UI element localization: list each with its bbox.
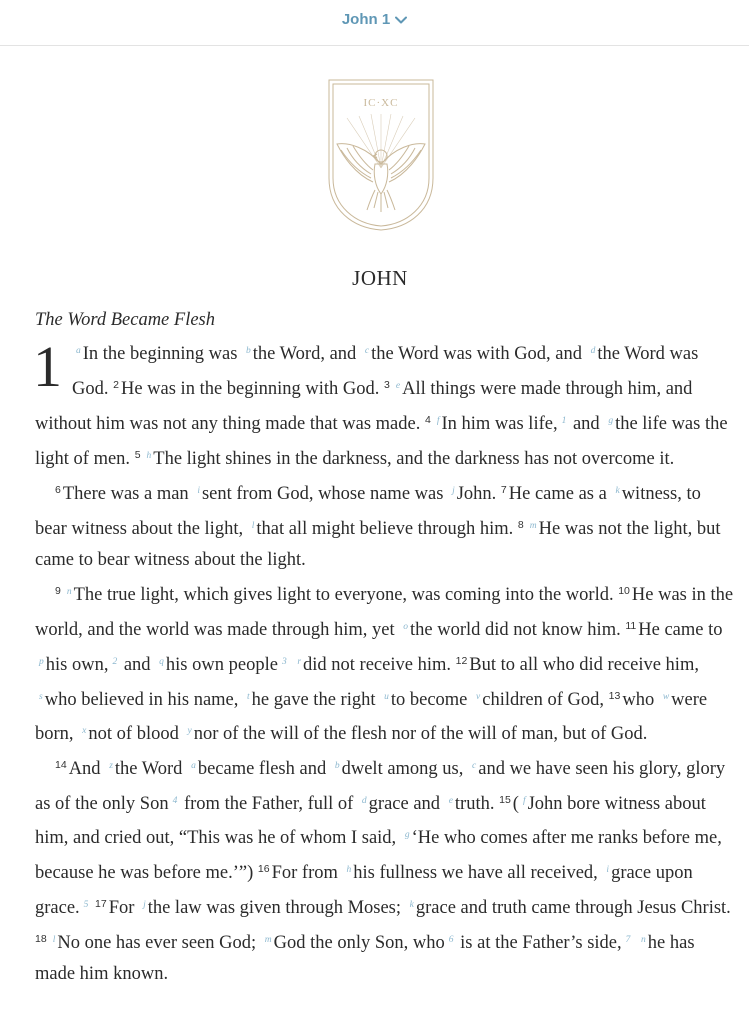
verse-text: the law was given through Moses; [147, 898, 402, 918]
cross-reference[interactable]: i [197, 486, 200, 496]
verse-text: the world did not know him. [410, 620, 621, 640]
verse-text: from the Father, full of [183, 794, 354, 814]
cross-reference[interactable]: d [361, 796, 367, 806]
verse-text: children of God, [482, 690, 605, 710]
verse-text: and [123, 655, 151, 675]
cross-reference[interactable]: r [297, 657, 302, 667]
verse-text: and we have seen his glory, glory as of the only Son [35, 759, 726, 814]
verse-text: sent from God, whose name was [201, 484, 444, 504]
top-bar [0, 0, 749, 46]
verse-text: not of blood [88, 724, 179, 744]
cross-reference[interactable]: s [39, 692, 43, 702]
verse-text: In the beginning was [82, 344, 238, 364]
cross-reference[interactable]: m [264, 935, 272, 945]
verse-number: 11 [625, 620, 637, 632]
footnote[interactable]: 2 [112, 657, 118, 667]
paragraph [35, 475, 735, 576]
verse-text: He came as a [508, 484, 607, 504]
cross-reference[interactable]: n [641, 935, 646, 945]
cross-reference[interactable]: l [52, 935, 56, 945]
cross-reference[interactable]: p [39, 657, 44, 667]
verse-text: There was a man [62, 484, 189, 504]
cross-reference[interactable]: h [146, 451, 152, 461]
paragraph [35, 576, 735, 750]
verse-number: 3 [384, 379, 390, 391]
footnote[interactable]: 3 [281, 657, 287, 667]
verse-text: his own, [45, 655, 109, 675]
verse-text: But to all who did receive him, [469, 655, 699, 675]
cross-reference[interactable]: k [615, 486, 620, 496]
verse-text: grace and [368, 794, 441, 814]
verse-text: that all might believe through him. [256, 519, 514, 539]
verse-text: The light shines in the darkness, and the darkness has not overcome it. [153, 449, 675, 469]
verse-text: And [68, 759, 101, 779]
verse-text: the Word, and [252, 344, 357, 364]
verse-text: the Word was God. [72, 344, 699, 399]
eagle-emblem-icon [327, 78, 435, 232]
cross-reference[interactable]: e [448, 796, 453, 806]
cross-reference[interactable]: a [76, 346, 81, 356]
verse-text: nor of the will of the flesh nor of the will of man, but of God. [193, 724, 648, 744]
cross-reference[interactable]: f [436, 416, 440, 426]
chapter-text [35, 336, 735, 990]
verse-text: grace upon grace. [35, 863, 693, 918]
cross-reference[interactable]: b [246, 346, 251, 356]
verse-number: 9 [55, 585, 61, 597]
verse-text: he has made him known. [35, 933, 695, 984]
cross-reference[interactable]: x [82, 726, 87, 736]
paragraph [35, 336, 735, 475]
verse-text: God the only Son, who [273, 933, 445, 953]
verse-text: his fullness we have all received, [353, 863, 598, 883]
cross-reference[interactable]: m [529, 521, 537, 531]
book-title: JOHN [352, 266, 408, 290]
cross-reference[interactable]: z [109, 761, 113, 771]
chapter-selector-button[interactable] [342, 11, 407, 28]
cross-reference[interactable]: g [608, 416, 614, 426]
verse-number: 7 [500, 484, 507, 496]
verse-number: 10 [618, 585, 630, 597]
cross-reference[interactable]: k [409, 900, 414, 910]
verse-number: 17 [95, 898, 107, 910]
cross-reference[interactable]: g [404, 830, 410, 840]
verse-text: ( [512, 794, 519, 814]
cross-reference[interactable]: v [476, 692, 481, 702]
cross-reference[interactable]: a [191, 761, 196, 771]
emblem-monogram: IC·XC [363, 97, 399, 109]
footnote[interactable]: 5 [83, 900, 89, 910]
cross-reference[interactable]: y [187, 726, 192, 736]
verse-text: became flesh and [197, 759, 327, 779]
verse-number: 5 [134, 449, 141, 461]
verse-number: 14 [55, 759, 67, 771]
verse-number: 4 [424, 414, 431, 426]
verse-text: For from [271, 863, 338, 883]
verse-number: 18 [35, 933, 47, 945]
verse-number: 12 [455, 655, 468, 667]
verse-text: dwelt among us, [341, 759, 464, 779]
cross-reference[interactable]: q [159, 657, 164, 667]
cross-reference[interactable]: h [346, 865, 352, 875]
cross-reference[interactable]: i [606, 865, 610, 875]
verse-text: truth. [454, 794, 495, 814]
cross-reference[interactable]: t [247, 692, 250, 702]
verse-number: 13 [608, 690, 621, 702]
verse-number: 8 [517, 519, 524, 531]
chapter-label: John 1 [341, 11, 391, 28]
verse-text: No one has ever seen God; [57, 933, 257, 953]
cross-reference[interactable]: u [384, 692, 389, 702]
verse-text: For [108, 898, 135, 918]
verse-text: to become [390, 690, 468, 710]
cross-reference[interactable]: f [522, 796, 526, 806]
section-heading: The Word Became Flesh [35, 310, 215, 330]
cross-reference[interactable]: o [403, 622, 409, 632]
verse-text: and [572, 414, 600, 434]
paragraph [35, 750, 735, 990]
cross-reference[interactable]: j [143, 900, 146, 910]
verse-text: witness, to bear witness about the light, [35, 484, 701, 539]
verse-text: The true light, which gives light to everyone, was coming into the world. [73, 585, 614, 605]
verse-text: ‘He who comes after me ranks before me, because he was before me.’”) [35, 828, 722, 883]
verse-text: his own people [165, 655, 278, 675]
cross-reference[interactable]: c [472, 761, 477, 771]
footnote[interactable]: 4 [172, 796, 178, 806]
verse-text: He was in the world, and the world was made through him, yet [35, 585, 734, 640]
chevron-down-icon [395, 16, 407, 24]
verse-number: 16 [257, 863, 270, 875]
verse-text: He came to [638, 620, 723, 640]
cross-reference[interactable]: e [395, 381, 401, 391]
verse-text: is at the Father’s side, [460, 933, 622, 953]
cross-reference[interactable]: d [590, 346, 596, 356]
verse-text: In him was life, [441, 414, 558, 434]
verse-text: All things were made through him, and without him was not any thing made that was made. [35, 379, 693, 434]
verse-number: 2 [113, 379, 119, 391]
footnote[interactable]: 1 [561, 416, 567, 426]
cross-reference[interactable]: b [334, 761, 340, 771]
cross-reference[interactable]: n [66, 587, 72, 597]
verse-text: He was not the light, but came to bear witness about the light. [35, 519, 721, 570]
verse-text: the Word was with God, and [371, 344, 583, 364]
footnote[interactable]: 6 [448, 935, 454, 945]
chapter-number: 1 [33, 334, 62, 399]
verse-text: who believed in his name, [44, 690, 239, 710]
footnote[interactable]: 7 [625, 935, 631, 945]
verse-text: grace and truth came through Jesus Christ. [415, 898, 731, 918]
verse-text: who [622, 690, 655, 710]
verse-text: He was in the beginning with God. [120, 379, 380, 399]
verse-text: he gave the right [251, 690, 376, 710]
verse-text: were born, [35, 690, 708, 744]
verse-number: 6 [55, 484, 61, 496]
verse-text: did not receive him. [303, 655, 451, 675]
verse-text: the life was the light of men. [35, 414, 728, 469]
cross-reference[interactable]: j [452, 486, 455, 496]
verse-text: John. [456, 484, 497, 504]
verse-number: 15 [499, 794, 511, 806]
cross-reference[interactable]: w [662, 692, 670, 702]
cross-reference[interactable]: c [364, 346, 370, 356]
cross-reference[interactable]: l [251, 521, 255, 531]
verse-text: John bore witness about him, and cried out, “This was he of whom I said, [35, 794, 706, 848]
verse-text: the Word [114, 759, 183, 779]
